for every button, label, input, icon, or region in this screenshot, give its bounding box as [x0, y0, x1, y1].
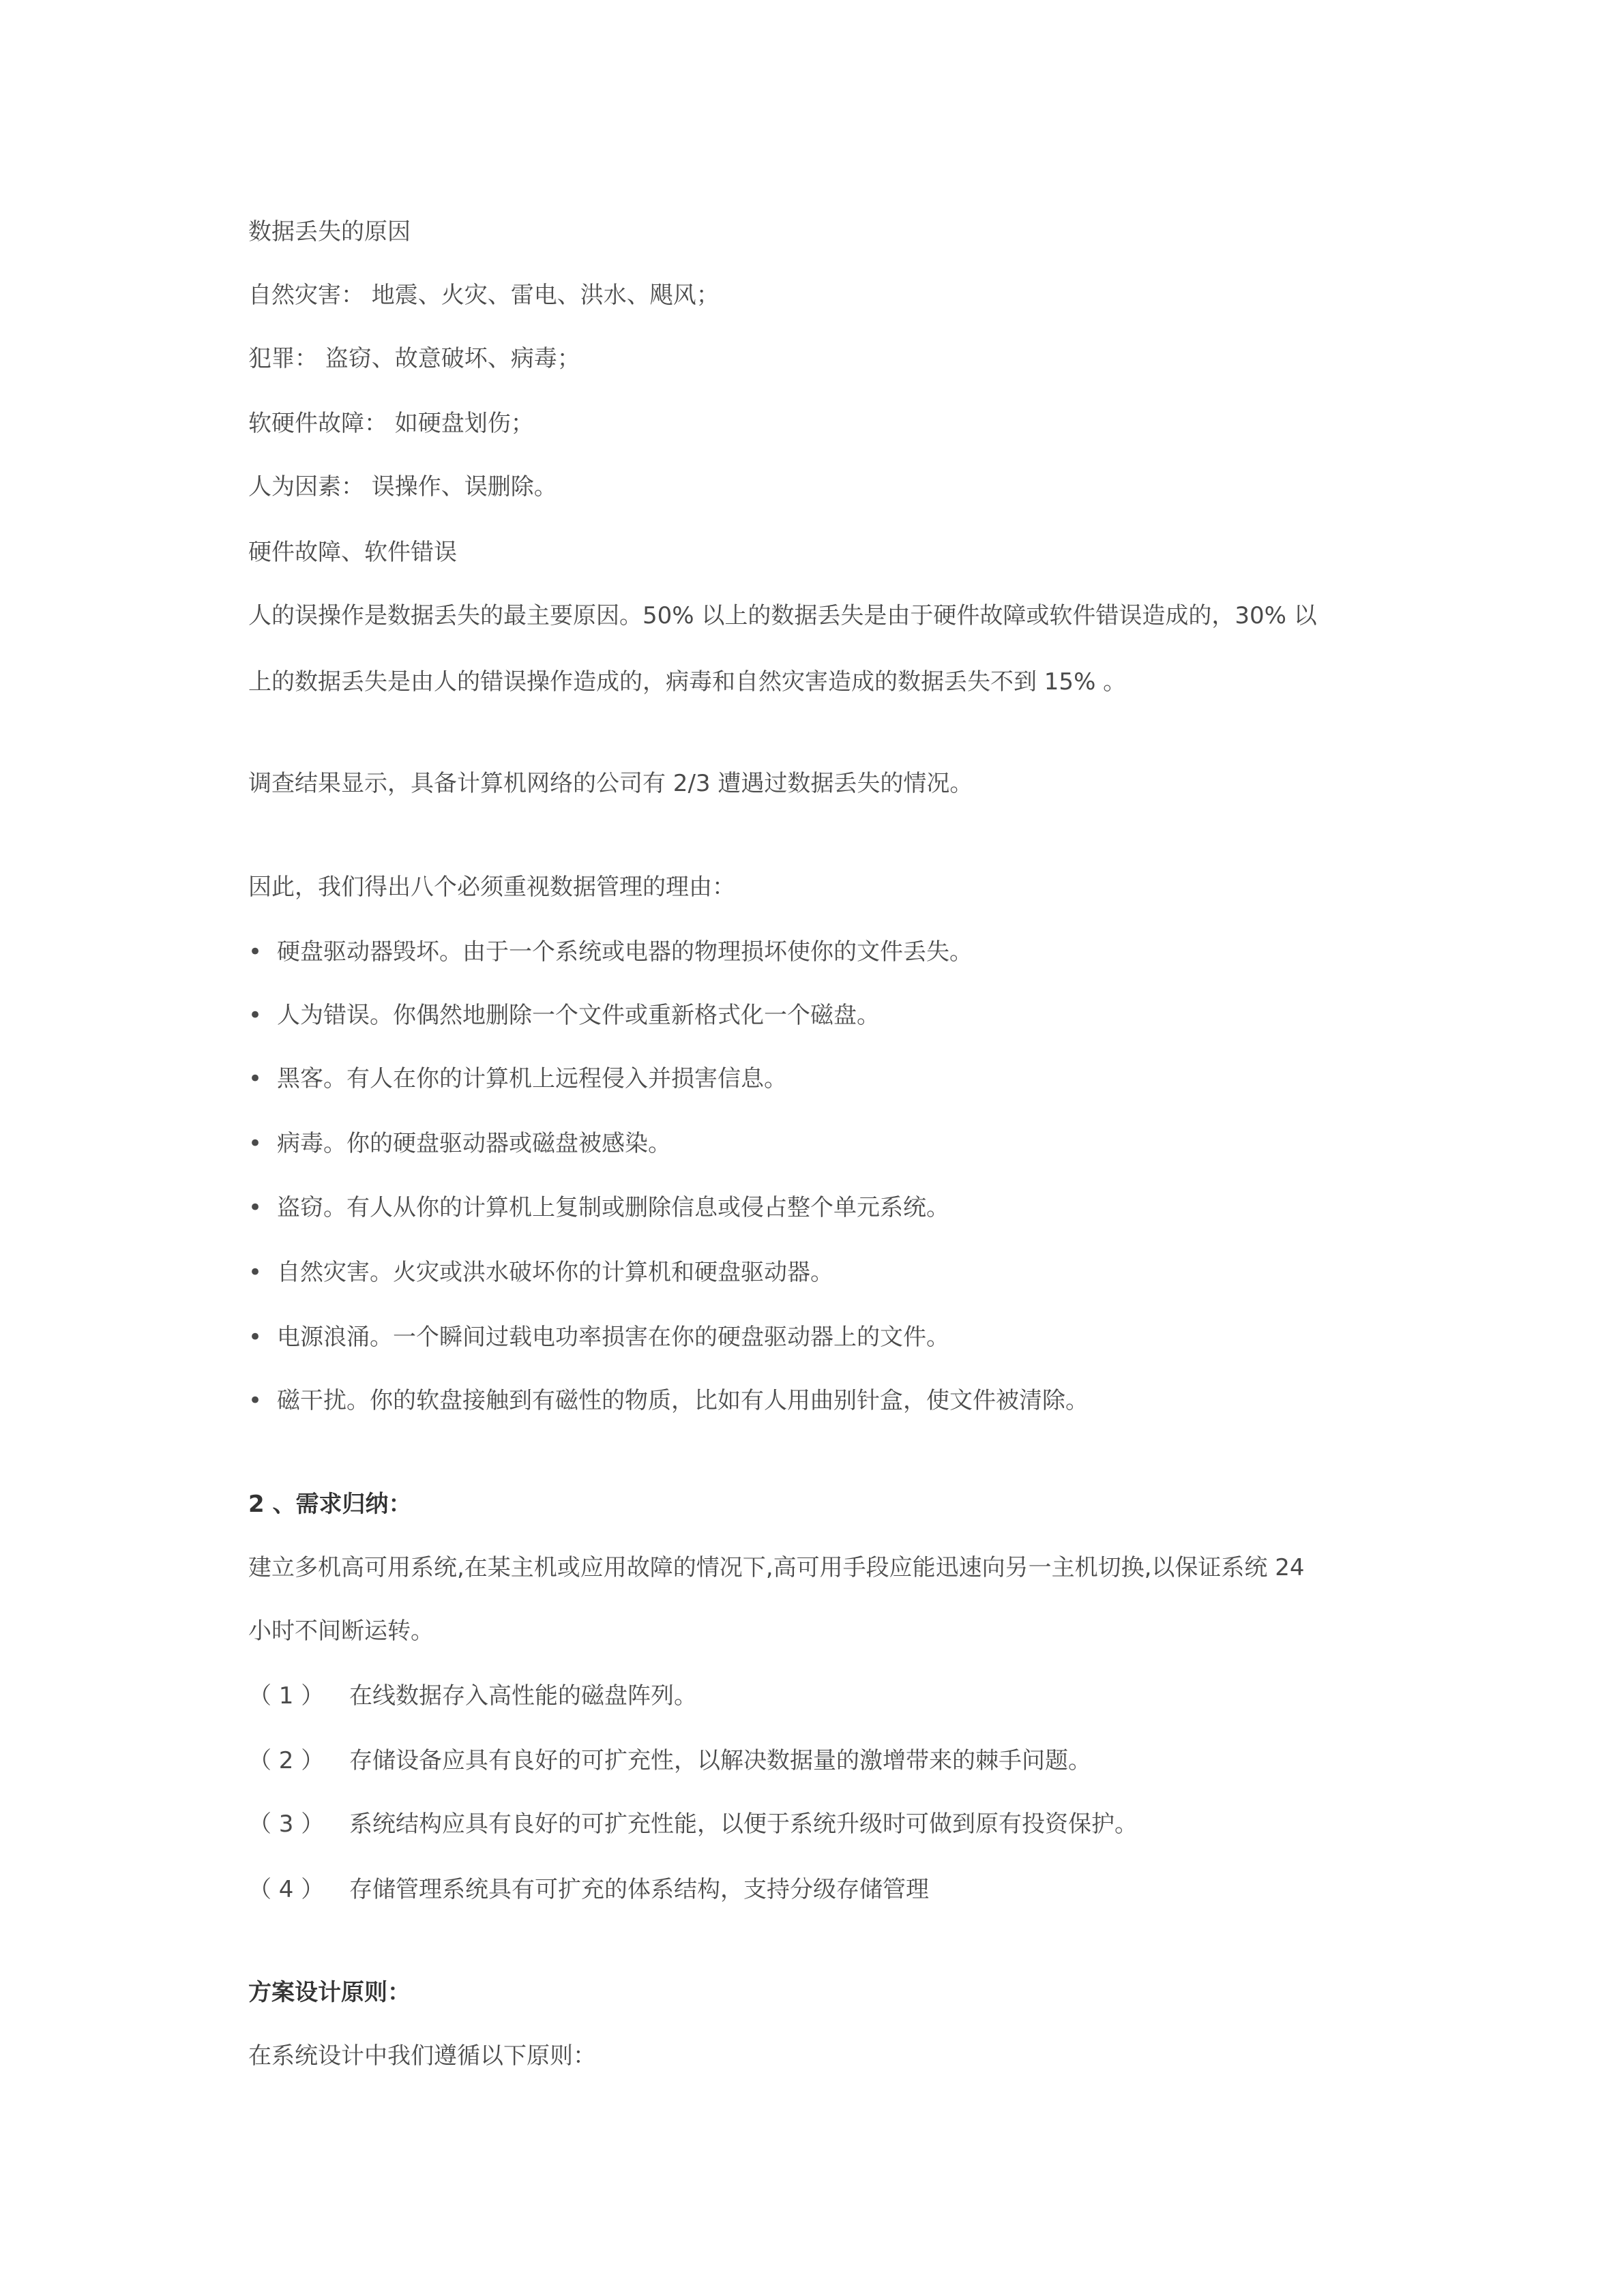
cause-item: 自然灾害： 地震、火灾、雷电、洪水、飓风； [248, 282, 720, 309]
reason-text: 电源浪涌。一个瞬间过载电功率损害在你的硬盘驱动器上的文件。 [277, 1324, 949, 1351]
stats-paragraph-line1: 人的误操作是数据丢失的最主要原因。50% 以上的数据丢失是由于硬件故障或软件错误造成的，30% 以 [248, 602, 1317, 629]
section2-paragraph-line2: 小时不间断运转。 [248, 1617, 434, 1645]
reason-item [248, 1130, 671, 1157]
reason-item [248, 1194, 949, 1221]
cause-item: 软硬件故障： 如硬盘划伤； [248, 410, 534, 437]
bullet-icon: • [248, 1002, 263, 1029]
causes-title: 数据丢失的原因 [248, 218, 411, 245]
reason-item [248, 1065, 787, 1092]
requirement-text: 系统结构应具有良好的可扩充性能，以便于系统升级时可做到原有投资保护。 [349, 1810, 1138, 1838]
requirement-text: 存储设备应具有良好的可扩充性，以解决数据量的激增带来的棘手问题。 [349, 1747, 1091, 1774]
cause-item: 犯罪： 盗窃、故意破坏、病毒； [248, 345, 580, 372]
requirement-number: （ 3 ） [248, 1810, 325, 1838]
cause-item: 人为因素： 误操作、误删除。 [248, 473, 557, 501]
reason-item [248, 1259, 833, 1286]
bullet-icon: • [248, 1387, 263, 1414]
bullet-icon: • [248, 1194, 263, 1221]
reason-text: 自然灾害。火灾或洪水破坏你的计算机和硬盘驱动器。 [277, 1259, 833, 1286]
requirement-item [248, 1747, 1091, 1774]
requirement-number: （ 2 ） [248, 1747, 325, 1774]
reasons-intro: 因此，我们得出八个必须重视数据管理的理由： [248, 874, 735, 901]
reason-text: 病毒。你的硬盘驱动器或磁盘被感染。 [277, 1130, 671, 1157]
requirement-text: 在线数据存入高性能的磁盘阵列。 [349, 1682, 697, 1710]
bullet-icon: • [248, 1065, 263, 1092]
requirement-item [248, 1682, 697, 1710]
requirement-item [248, 1810, 1138, 1838]
requirement-number: （ 4 ） [248, 1876, 325, 1903]
survey-text: 调查结果显示，具备计算机网络的公司有 2/3 遭遇过数据丢失的情况。 [248, 770, 973, 797]
cause-item: 硬件故障、软件错误 [248, 539, 457, 566]
reason-text: 磁干扰。你的软盘接触到有磁性的物质，比如有人用曲别针盒，使文件被清除。 [277, 1387, 1089, 1414]
section2-heading: 2 、需求归纳： [248, 1491, 412, 1518]
reason-text: 黑客。有人在你的计算机上远程侵入并损害信息。 [277, 1065, 787, 1092]
bullet-icon: • [248, 938, 263, 966]
bullet-icon: • [248, 1130, 263, 1157]
stats-paragraph-line2: 上的数据丢失是由人的错误操作造成的，病毒和自然灾害造成的数据丢失不到 15% 。 [248, 668, 1127, 696]
requirement-text: 存储管理系统具有可扩充的体系结构，支持分级存储管理 [349, 1876, 929, 1903]
requirement-number: （ 1 ） [248, 1682, 325, 1710]
reason-item [248, 1002, 880, 1029]
reason-item [248, 1387, 1089, 1414]
section2-paragraph-line1: 建立多机高可用系统,在某主机或应用故障的情况下,高可用手段应能迅速向另一主机切换,以保证系统 24 [248, 1554, 1305, 1581]
bullet-icon: • [248, 1259, 263, 1286]
reason-text: 盗窃。有人从你的计算机上复制或删除信息或侵占整个单元系统。 [277, 1194, 949, 1221]
requirement-item [248, 1876, 929, 1903]
reason-text: 人为错误。你偶然地删除一个文件或重新格式化一个磁盘。 [277, 1002, 880, 1029]
reason-text: 硬盘驱动器毁坏。由于一个系统或电器的物理损坏使你的文件丢失。 [277, 938, 973, 966]
bullet-icon: • [248, 1324, 263, 1351]
design-principles-intro: 在系统设计中我们遵循以下原则： [248, 2042, 596, 2070]
design-principles-heading: 方案设计原则： [248, 1979, 411, 2006]
reason-item [248, 1324, 949, 1351]
reason-item [248, 938, 973, 966]
